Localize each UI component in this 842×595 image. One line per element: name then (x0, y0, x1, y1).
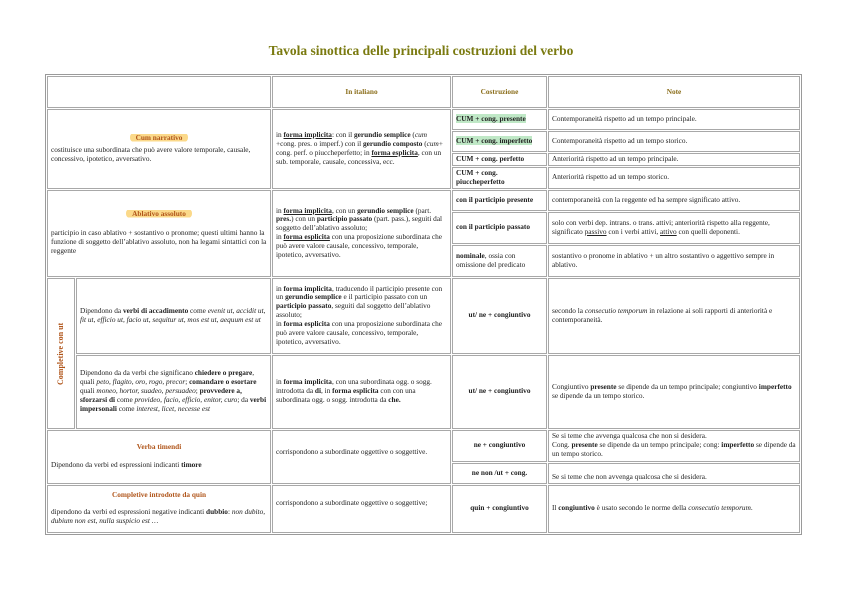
header-costruzione: Costruzione (452, 76, 547, 108)
timendi-cost-1: ne + congiuntivo (452, 430, 547, 462)
timendi-description: Dipendono da verbi ed espressioni indicanti timore (51, 460, 202, 470)
quin-note: Il congiuntivo è usato secondo le norme della consecutio temporum. (548, 485, 800, 533)
ut-2-note: Congiuntivo presente se dipende da un tempo principale; congiuntivo imperfetto se dipende da un tempo storico. (548, 355, 800, 429)
ut-2-italiano: in forma implicita, con una subordinata ogg. o sogg. introdotta da di, in forma esplicita con con una subordinata ogg. o sogg. introdotta da che. (272, 355, 451, 429)
cum-cost-1: CUM + cong. presente (452, 109, 547, 130)
abl-cost-2: con il participio passato (452, 212, 547, 244)
ut-2-cost: ut/ ne + congiuntivo (452, 355, 547, 429)
cum-note-2: Contemporaneità rispetto ad un tempo storico. (548, 131, 800, 152)
ut-row-1 (47, 278, 800, 354)
ut-1-description: Dipendono da verbi di accadimento come evenit ut, accidit ut, fit ut, efficio ut, facio ut, sequitur ut, mos est ut, aequum est ut (76, 278, 271, 354)
quin-italiano: corrispondono a subordinate oggettive o soggettive; (272, 485, 451, 533)
abl-description: participio in caso ablativo + sostantivo o pronome; questi ultimi hanno la funzione di soggetto dell’ablativo assoluto, non ha legami sintattici con la reggente (51, 228, 267, 256)
cum-note-1: Contemporaneità rispetto ad un tempo principale. (548, 109, 800, 130)
header-empty (47, 76, 271, 108)
synoptic-table (45, 74, 802, 535)
completive-ut-label: Completive con ut (47, 278, 75, 429)
timendi-title: Verba timendi (136, 442, 182, 452)
header-row (47, 76, 800, 108)
timendi-note-1: Se si teme che avvenga qualcosa che non si desidera. Cong. presente se dipende da un tempo principale; cong: imperfetto se dipende da un tempo storico. (548, 430, 800, 462)
abl-title: Ablativo assoluto (126, 209, 192, 218)
timendi-italiano: corrispondono a subordinate oggettive o soggettive. (272, 430, 451, 484)
header-note: Note (548, 76, 800, 108)
header-italiano: In italiano (272, 76, 451, 108)
cum-cost-2: CUM + cong. imperfetto (452, 131, 547, 152)
page-title: Tavola sinottica delle principali costruzioni del verbo (268, 43, 574, 58)
quin-row (47, 485, 800, 533)
cum-note-3: Anteriorità rispetto ad un tempo principale. (548, 153, 800, 166)
abl-note-1: contemporaneità con la reggente ed ha sempre significato attivo. (548, 190, 800, 211)
cum-cost-4: CUM + cong. piuccheperfetto (452, 167, 547, 189)
ut-1-italiano: in forma implicita, traducendo il participio presente con un gerundio semplice e il participio passato con un participio passato, seguiti dal soggetto dell’ablativo assoluto; in forma esplicita con una proposizione subordinata che può avere valore causale, concessivo, temporale, ipotetico, avversativo. (272, 278, 451, 354)
abl-description-cell (47, 190, 271, 277)
cum-note-4: Anteriorità rispetto ad un tempo storico. (548, 167, 800, 189)
timendi-cost-2: ne non /ut + cong. (452, 463, 547, 484)
abl-note-2: solo con verbi dep. intrans. o trans. attivi; anteriorità rispetto alla reggente, significato passivo con i verbi attivi, attivo con quelli deponenti. (548, 212, 800, 244)
timendi-description-cell (47, 430, 271, 484)
cum-description-cell (47, 109, 271, 189)
abl-note-3: sostantivo o pronome in ablativo + un altro sostantivo o aggettivo sempre in ablativo. (548, 245, 800, 277)
ut-2-description: Dipendono da da verbi che significano chiedere o pregare, quali peto, flagito, oro, rogo, precor; comandare o esortare quali moneo, hortor, suadeo, persuadeo; provvedere a, sforzarsi di come provideo, facio, efficio, enitor, curo; da verbi impersonali come interest, licet, necesse est (76, 355, 271, 429)
abl-cost-3: nominale, ossia con omissione del predicato (452, 245, 547, 277)
timendi-note-2: Se si teme che non avvenga qualcosa che si desidera. (548, 463, 800, 484)
ut-1-cost: ut/ ne + congiuntivo (452, 278, 547, 354)
ut-row-2 (47, 355, 800, 429)
timendi-row-1 (47, 430, 800, 462)
quin-description-cell (47, 485, 271, 533)
cum-cost-3: CUM + cong. perfetto (452, 153, 547, 166)
cum-row-1 (47, 109, 800, 130)
quin-title: Completive introdotte da quin (111, 490, 207, 500)
cum-title: Cum narrativo (130, 133, 189, 142)
quin-cost: quin + congiuntivo (452, 485, 547, 533)
abl-row-1 (47, 190, 800, 211)
abl-italiano: in forma implicita, con un gerundio semplice (part. pres.) con un participio passato (part. pass.), seguiti dal soggetto dell’ablativo assoluto; in forma esplicita con una proposizione subordinata che può avere valore causale, concessivo, temporale, ipotetico, avversativo. (272, 190, 451, 277)
abl-cost-1: con il participio presente (452, 190, 547, 211)
cum-italiano: in forma implicita: con il gerundio semplice (cum +cong. pres. o imperf.) con il gerundio composto (cum+ cong. perf. o piuccheperfetto; in forma esplicita, con un sub. temporale, causale, concessiva, ecc. (272, 109, 451, 189)
ut-1-note: secondo la consecutio temporum in relazione ai soli rapporti di anteriorità e contemporaneità. (548, 278, 800, 354)
quin-description: dipendono da verbi ed espressioni negative indicanti dubbio: non dubito, dubium non est, nulla suspicio est … (51, 507, 266, 526)
cum-description: costituisce una subordinata che può avere valore temporale, causale, concessivo, ipotetico, avversativo. (51, 145, 251, 164)
